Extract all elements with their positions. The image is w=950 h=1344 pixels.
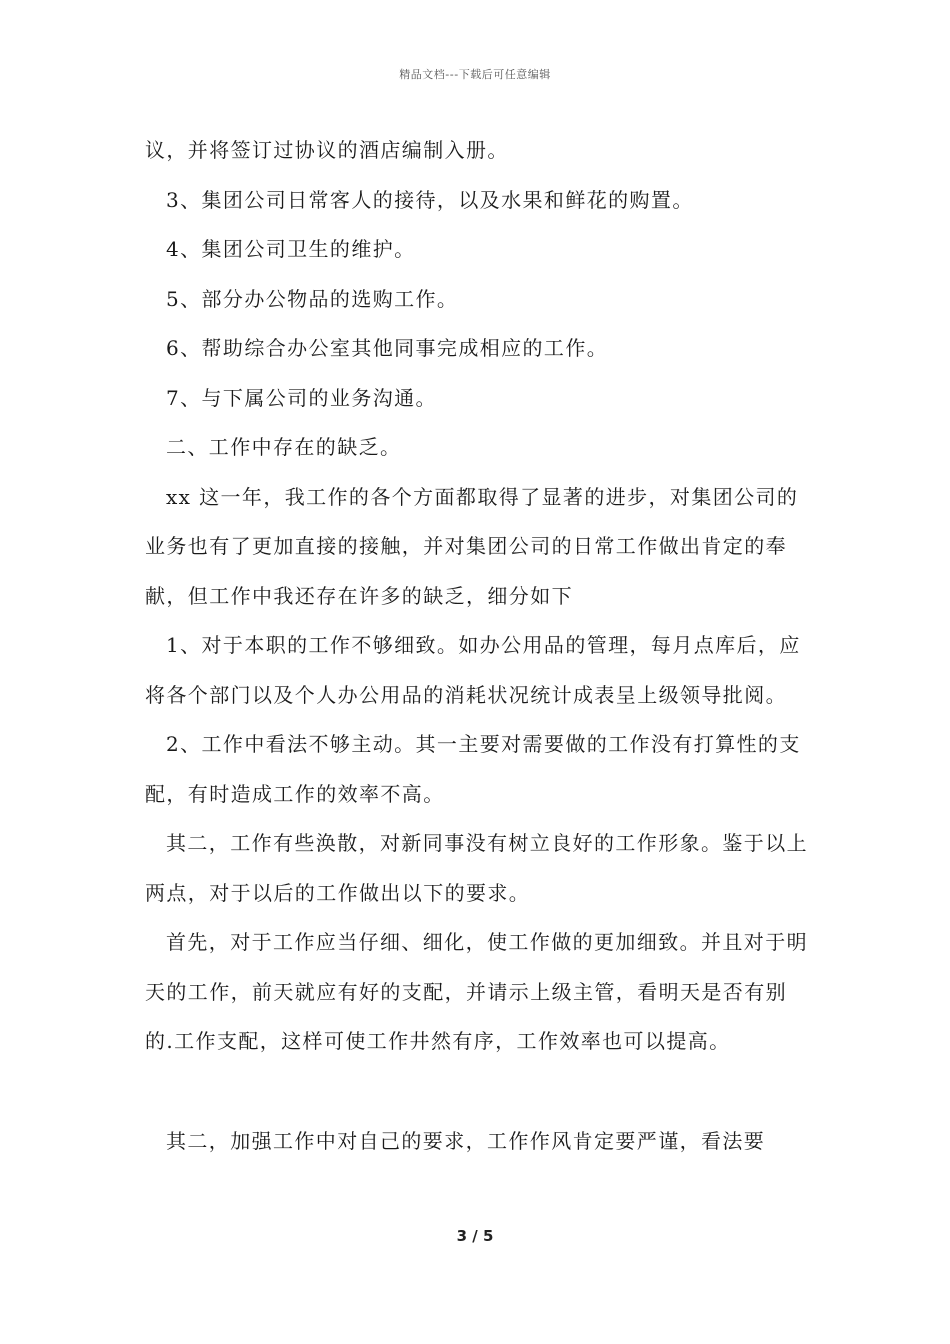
page-number: 3 / 5 xyxy=(456,1227,494,1245)
shortcoming-item-1: 1、对于本职的工作不够细致。如办公用品的管理，每月点库后，应将各个部门以及个人办公用品的消耗状况统计成表呈上级领导批阅。 xyxy=(145,633,801,707)
page-header: 精品文档---下载后可任意编辑 xyxy=(399,68,551,81)
document-body xyxy=(145,126,810,1166)
paragraph-first-requirement: 首先，对于工作应当仔细、细化，使工作做的更加细致。并且对于明天的工作，前天就应有好的支配，并请示上级主管，看明天是否有别的.工作支配，这样可使工作井然有序，工作效率也可以提高。 xyxy=(145,930,808,1053)
list-item-6: 6、帮助综合办公室其他同事完成相应的工作。 xyxy=(166,336,609,360)
paragraph-second-point: 其二，工作有些涣散，对新同事没有树立良好的工作形象。鉴于以上两点，对于以后的工作做出以下的要求。 xyxy=(145,831,808,905)
shortcoming-item-2: 2、工作中看法不够主动。其一主要对需要做的工作没有打算性的支配，有时造成工作的效率不高。 xyxy=(145,732,801,806)
list-item-3: 3、集团公司日常客人的接待，以及水果和鲜花的购置。 xyxy=(166,187,694,212)
list-item-7: 7、与下属公司的业务沟通。 xyxy=(166,385,437,410)
paragraph-second-requirement: 其二，加强工作中对自己的要求，工作作风肯定要严谨，看法要 xyxy=(166,1128,766,1153)
list-item-4: 4、集团公司卫生的维护。 xyxy=(166,237,416,261)
paragraph-year-summary: xx 这一年，我工作的各个方面都取得了显著的进步，对集团公司的业务也有了更加直接的接触，并对集团公司的日常工作做出肯定的奉献，但工作中我还存在许多的缺乏，细分如下 xyxy=(145,484,799,608)
section-heading: 二、工作中存在的缺乏。 xyxy=(166,435,402,459)
list-item-5: 5、部分办公物品的选购工作。 xyxy=(166,286,459,311)
paragraph-continuation: 议，并将签订过协议的酒店编制入册。 xyxy=(145,138,509,162)
